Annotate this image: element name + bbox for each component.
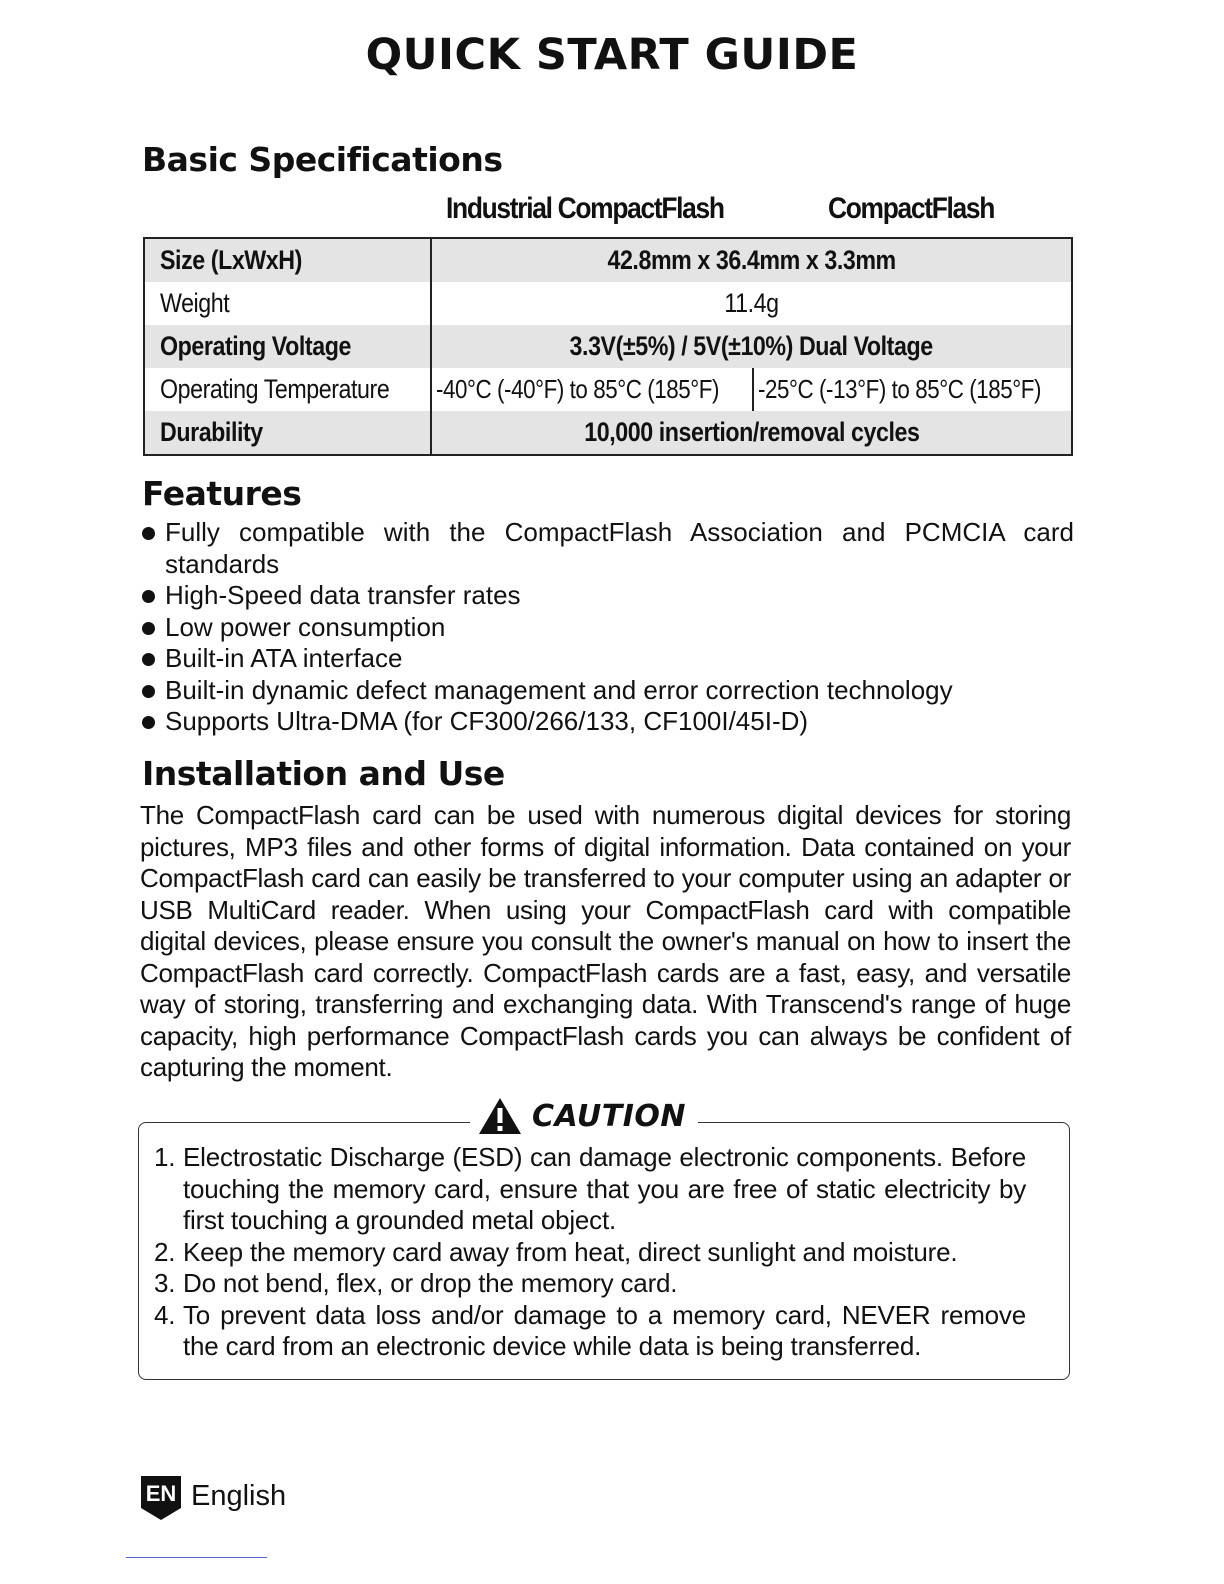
spec-label: Operating Voltage <box>144 325 431 368</box>
table-row <box>144 368 1072 411</box>
spec-label: Weight <box>144 282 431 325</box>
caution-list <box>154 1142 1026 1363</box>
spec-value-standard: -25°C (-13°F) to 85°C (185°F) <box>758 374 1042 404</box>
list-item: 4. To prevent data loss and/or damage to a memory card, NEVER remove the card from an electronic device while data is being transferred. <box>154 1299 1026 1361</box>
page-title: QUICK START GUIDE <box>365 30 859 80</box>
installation-heading: Installation and Use <box>142 754 505 793</box>
list-item: Built-in ATA interface <box>142 643 1074 675</box>
bullet-icon <box>142 622 155 635</box>
badge-label: EN <box>145 1481 177 1506</box>
bullet-icon <box>142 527 155 540</box>
spec-label: Operating Temperature <box>144 368 431 411</box>
installation-paragraph: The CompactFlash card can be used with numerous digital devices for storing pictures, MP3 files and other forms of digital information. Data contained on your CompactFlash card can easily be transferred to your computer using an adapter or USB MultiCard reader. When using your CompactFlash card with compatible digital devices, please ensure you consult the owner's manual on how to insert the CompactFlash card correctly. CompactFlash cards are a fast, easy, and versatile way of storing, transferring and exchanging data. With Transcend's range of huge capacity, high performance CompactFlash cards you can always be confident of capturing the moment. <box>140 800 1071 1082</box>
list-item: 3. Do not bend, flex, or drop the memory card. <box>154 1268 678 1298</box>
list-item: Fully compatible with the CompactFlash Association and PCMCIA card standards <box>142 517 1074 580</box>
column-header-compactflash: CompactFlash <box>828 192 995 225</box>
spec-label: Durability <box>144 411 431 455</box>
table-row <box>144 325 1072 368</box>
list-item: Low power consumption <box>142 612 1074 644</box>
features-list <box>142 517 1074 738</box>
bullet-icon <box>142 653 155 666</box>
table-row <box>144 282 1072 325</box>
table-row <box>144 411 1072 455</box>
list-item: 1. Electrostatic Discharge (ESD) can damage electronic components. Before touching the memory card, ensure that you are free of static electricity by first touching a grounded metal object. <box>154 1142 1026 1235</box>
spec-value: 10,000 insertion/removal cycles <box>431 411 1072 455</box>
basic-specifications-heading: Basic Specifications <box>142 140 503 179</box>
column-header-industrial-compactflash: Industrial CompactFlash <box>446 192 724 225</box>
warning-icon <box>478 1097 522 1135</box>
bullet-icon <box>142 716 155 729</box>
divider <box>126 1557 267 1558</box>
bullet-icon <box>142 590 155 603</box>
language-label: English <box>191 1480 287 1512</box>
list-item: 2. Keep the memory card away from heat, direct sunlight and moisture. <box>154 1236 958 1267</box>
bullet-icon <box>142 685 155 698</box>
spec-label: Size (LxWxH) <box>144 238 431 282</box>
table-row <box>144 238 1072 282</box>
specifications-table <box>143 237 1073 456</box>
list-item: Built-in dynamic defect management and error correction technology <box>142 675 1074 707</box>
spec-value: 42.8mm x 36.4mm x 3.3mm <box>431 238 1072 282</box>
language-badge-icon <box>139 1474 183 1522</box>
caution-title: CAUTION <box>470 1097 698 1135</box>
spec-value-industrial: -40°C (-40°F) to 85°C (185°F) <box>431 368 753 411</box>
spec-value: 11.4g <box>724 288 779 318</box>
features-heading: Features <box>142 474 302 513</box>
list-item: Supports Ultra-DMA (for CF300/266/133, CF100I/45I-D) <box>142 706 1074 738</box>
list-item: High-Speed data transfer rates <box>142 580 1074 612</box>
spec-value: 3.3V(±5%) / 5V(±10%) Dual Voltage <box>431 325 1072 368</box>
